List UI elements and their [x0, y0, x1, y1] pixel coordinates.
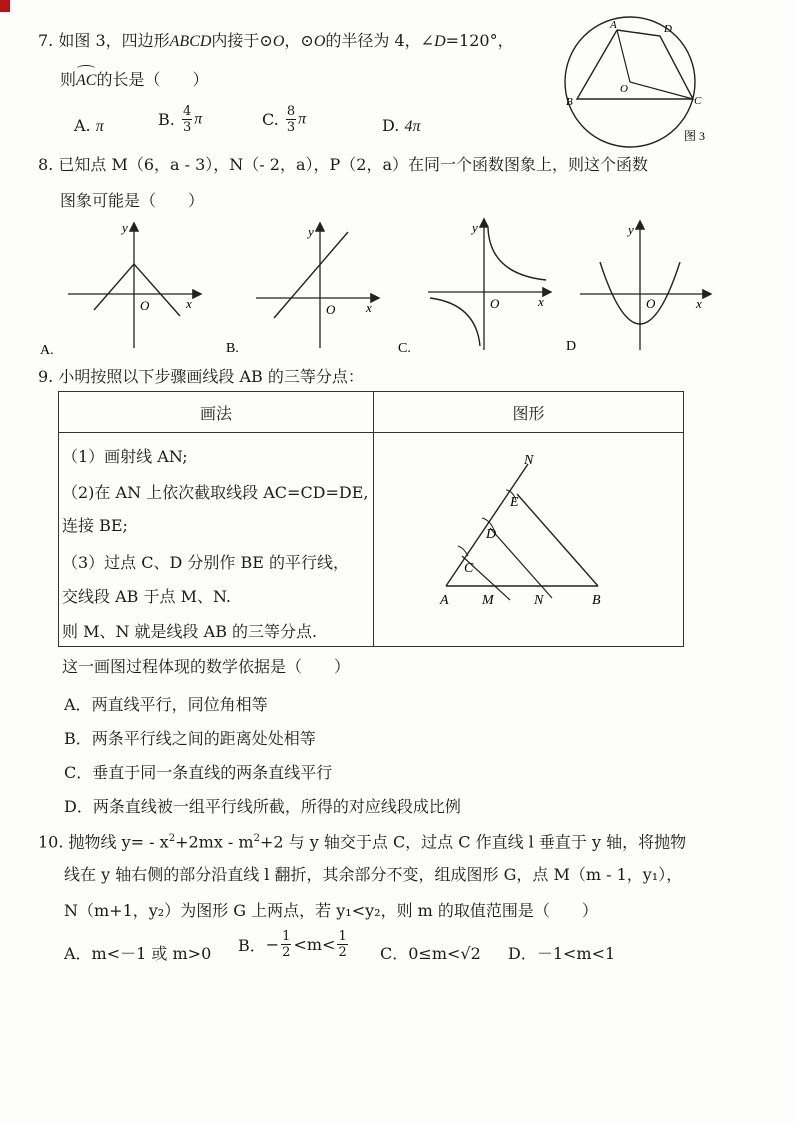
q9-intro: 9. 小明按照以下步骤画线段 AB 的三等分点： [38, 367, 364, 386]
svg-text:E: E [510, 495, 519, 510]
q7-option-a: A. π [74, 116, 104, 135]
q8-graph-b [222, 218, 392, 358]
q7-text: =120°， [445, 31, 514, 50]
q10-option-a: A．m<－1 或 m>0 [64, 944, 212, 963]
q9-option-c: C．垂直于同一条直线的两条直线平行 [64, 763, 333, 782]
svg-text:B: B [592, 593, 601, 608]
figure-caption: 图 3 [684, 129, 706, 143]
q7-option-c: C. $\frac{8}{3}$ π [262, 104, 307, 135]
q7-line2 [60, 69, 208, 92]
q9-option-b: B．两条平行线之间的距离处处相等 [64, 729, 316, 748]
fraction: $\frac{4}{3}$ [182, 104, 192, 135]
q7-option-d: D. 4π [382, 116, 421, 135]
svg-text:y: y [472, 220, 478, 235]
svg-text:C.: C. [398, 341, 411, 354]
q8-graph-d [560, 216, 720, 356]
q8-graph-c [396, 214, 566, 354]
fraction: $\frac{8}{3}$ [286, 104, 296, 135]
svg-text:D: D [486, 527, 497, 542]
svg-text:A: A [440, 593, 449, 608]
q9-figure [420, 444, 620, 614]
svg-text:y: y [628, 222, 634, 237]
q10-option-c: C．0≤m<√2 [380, 944, 481, 963]
svg-text:N: N [534, 593, 544, 608]
svg-text:M: M [482, 593, 494, 608]
fraction: $\frac{1}{2}$ [282, 929, 291, 960]
col-header-method: 画法 [59, 392, 374, 433]
q7-text: 则 [60, 70, 77, 89]
q9-step: 连接 BE; [62, 516, 128, 535]
q7-var: D [434, 33, 446, 50]
q7-text: 如图 3，四边形 [58, 31, 170, 50]
q10-line2: 线在 y 轴右侧的部分沿直线 l 翻折，其余部分不变，组成图形 G，点 M（m - 1，y₁）， [64, 865, 683, 884]
q9-question: 这一画图过程体现的数学依据是（ ） [62, 657, 351, 676]
svg-text:O: O [140, 298, 150, 313]
q9-option-d: D．两条直线被一组平行线所截，所得的对应线段成比例 [64, 797, 461, 816]
q7-var: O [313, 33, 326, 50]
svg-text:x: x [366, 300, 372, 315]
arc-mark-icon [77, 65, 95, 72]
q10-option-d: D．－1<m<1 [508, 944, 616, 963]
q7-text: ，⊙ [284, 31, 314, 50]
label-b: B [566, 96, 573, 108]
fraction: $\frac{1}{2}$ [338, 929, 347, 960]
svg-text:x: x [696, 296, 702, 311]
q8-graph-a [34, 218, 214, 358]
svg-text:O: O [326, 302, 336, 317]
q9-step: （1）画射线 AN; [62, 447, 188, 466]
svg-text:y: y [308, 224, 314, 239]
q10-line1: 10. 抛物线 $y= - x^2+2mx - m^2+2$ 与 y 轴交于点 C，过点 C 作直线 l 垂直于 y 轴，将抛物 [38, 832, 687, 852]
q7-text: 的长是（ ） [96, 70, 209, 89]
q9-step: （3）过点 C、D 分别作 BE 的平行线， [62, 553, 350, 572]
col-header-figure: 图形 [374, 392, 684, 433]
q8-line2: 图象可能是（ ） [60, 191, 205, 210]
label-o: O [620, 83, 628, 95]
radii [617, 30, 693, 99]
svg-text:B.: B. [226, 341, 239, 356]
svg-text:N: N [524, 453, 534, 468]
svg-text:O: O [490, 296, 500, 311]
q7-text: 内接于⊙ [211, 31, 273, 50]
quadrilateral-abcd [577, 30, 693, 99]
q7-option-b: B. $\frac{4}{3}$ π [158, 104, 203, 135]
q9-step: 交线段 AB 于点 M、N. [62, 587, 232, 606]
q10-option-b: B．− $\frac{1}{2}$ <m< $\frac{1}{2}$ [238, 929, 347, 960]
q7-var: O [272, 33, 285, 50]
svg-text:D: D [566, 339, 577, 354]
q9-option-a: A．两直线平行，同位角相等 [64, 695, 268, 714]
svg-text:C: C [464, 561, 474, 576]
q7-line1 [38, 30, 514, 53]
q7-figure [560, 10, 720, 150]
corner-mark [0, 0, 10, 12]
label-c: C [694, 95, 702, 107]
svg-text:A.: A. [40, 343, 54, 358]
label-a: A [610, 19, 617, 31]
q7-text: 的半径为 4，∠ [325, 31, 435, 50]
svg-text:x: x [538, 294, 544, 309]
q8-line1: 8. 已知点 M（6，a - 3），N（- 2，a），P（2，a）在同一个函数图象上，则这个函数 [38, 155, 649, 174]
svg-text:x: x [186, 296, 192, 311]
label-d: D [664, 23, 672, 35]
svg-text:O: O [646, 296, 656, 311]
q7-number: 7. [38, 31, 54, 50]
q9-step: 则 M、N 就是线段 AB 的三等分点. [62, 622, 318, 641]
q9-step: （2)在 AN 上依次截取线段 AC=CD=DE, [62, 483, 369, 502]
q7-arc: AC [76, 69, 96, 92]
q7-quad: ABCD [169, 33, 212, 50]
svg-text:y: y [122, 220, 128, 235]
q10-line3: N（m+1，y₂）为图形 G 上两点，若 y₁<y₂，则 m 的取值范围是（ ） [64, 901, 598, 920]
